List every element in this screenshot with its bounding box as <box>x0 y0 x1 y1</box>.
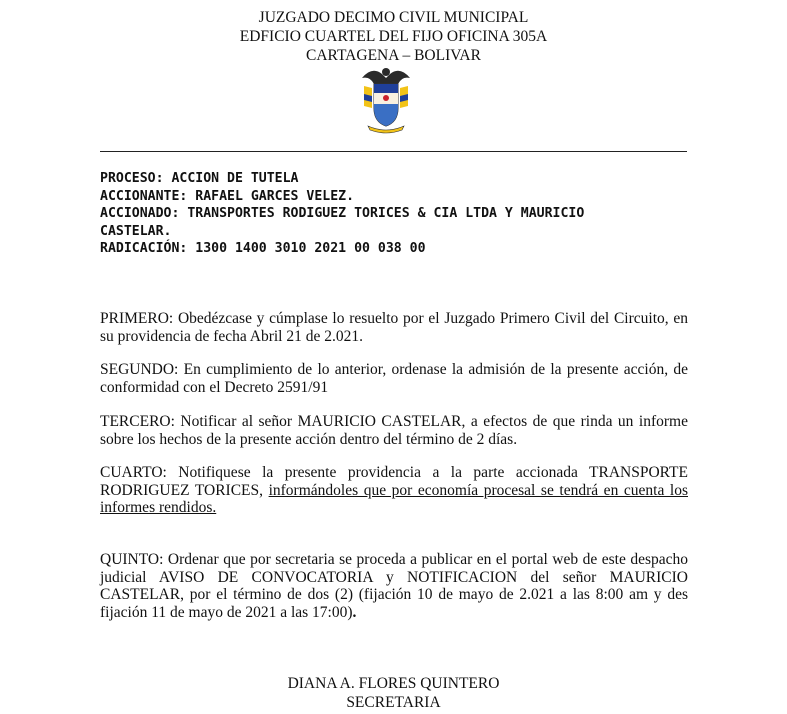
paragraph-tercero: TERCERO: Notificar al señor MAURICIO CASTELAR, a efectos de que rinda un informe sobre los hechos de la presente acción dentro del término de 2 días. <box>100 413 688 448</box>
court-header <box>0 8 787 65</box>
court-building: EDFICIO CUARTEL DEL FIJO OFICINA 305A <box>239 28 548 45</box>
case-proceso: PROCESO: ACCION DE TUTELA <box>100 171 299 186</box>
quinto-text: QUINTO: Ordenar que por secretaria se proceda a publicar en el portal web de este despacho judicial AVISO DE CONVOCATORIA y NOTIFICACION del señor MAURICIO CASTELAR, por el término de dos (2) (fijación 10 de mayo de 2.021 a las 8:00 am y des fijación 11 de mayo de 2021 a las 17:00) <box>100 551 688 621</box>
case-accionante: ACCIONANTE: RAFAEL GARCES VELEZ. <box>100 188 355 204</box>
paragraph-primero: PRIMERO: Obedézcase y cúmplase lo resuelto por el Juzgado Primero Civil del Circuito, en su providencia de fecha Abril 21 de 2.021. <box>100 310 688 345</box>
case-accionado-cont: CASTELAR. <box>100 223 172 239</box>
case-radicacion: RADICACIÓN: 1300 1400 3010 2021 00 038 00 <box>100 241 426 256</box>
cuarto-underlined-text: informándoles que por economía procesal se tendrá en cuenta los informes rendidos. <box>100 481 688 516</box>
case-details <box>100 170 690 258</box>
cuarto-text: CUARTO: Notifiquese la presente providencia a la parte accionada TRANSPORTE RODRIGUEZ TORICES, <box>100 464 688 499</box>
signature-block <box>0 674 787 712</box>
header-divider <box>100 151 687 152</box>
colombia-coat-of-arms-icon <box>358 64 414 136</box>
signature-name: DIANA A. FLORES QUINTERO <box>287 675 500 692</box>
court-city: CARTAGENA – BOLIVAR <box>306 47 481 64</box>
quinto-end: . <box>352 603 357 621</box>
paragraph-cuarto <box>100 464 688 517</box>
court-name: JUZGADO DECIMO CIVIL MUNICIPAL <box>258 9 529 26</box>
case-accionado: ACCIONADO: TRANSPORTES RODIGUEZ TORICES & CIA LTDA Y MAURICIO <box>100 206 585 221</box>
paragraph-quinto <box>100 551 688 621</box>
signature-title: SECRETARIA <box>346 694 441 711</box>
paragraph-segundo: SEGUNDO: En cumplimiento de lo anterior, ordenase la admisión de la presente acción, de conformidad con el Decreto 2591/91 <box>100 361 688 396</box>
